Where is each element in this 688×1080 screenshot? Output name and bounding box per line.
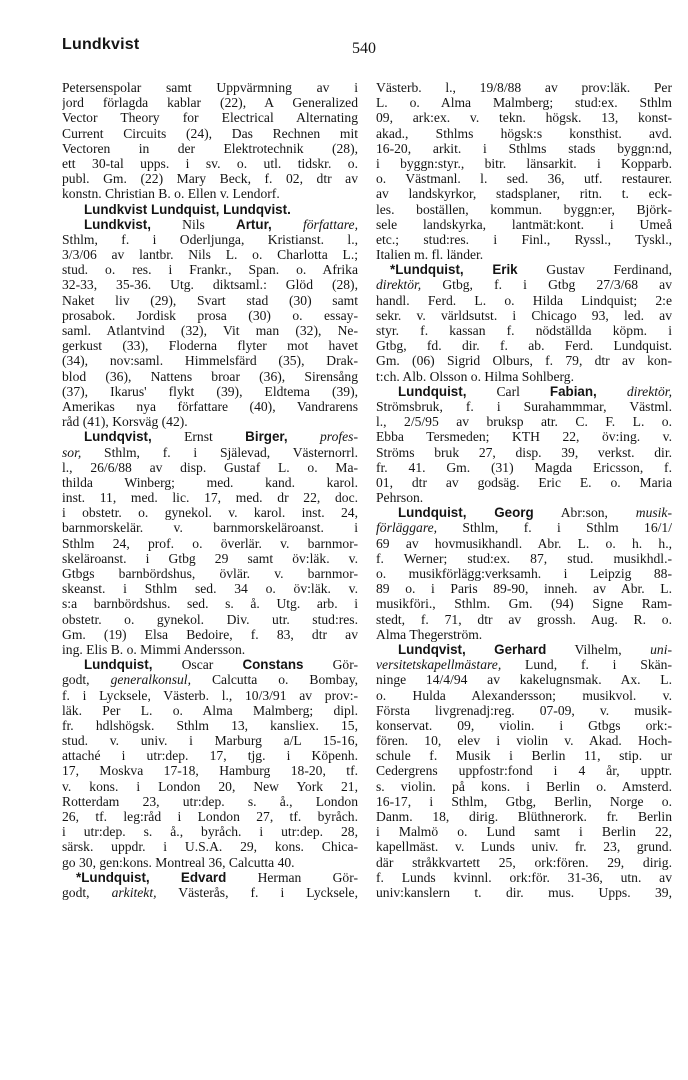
text-line	[376, 809, 672, 824]
entry-text: prosabok. Jordisk prosa (30) o. essay-	[62, 307, 358, 323]
entry-text: Petersenspolar samt Uppvärmning av i	[62, 80, 358, 95]
entry-name: *Lundquist,	[76, 869, 150, 885]
text-line	[376, 748, 672, 763]
entry-title: direktör,	[626, 383, 672, 399]
entry-text: i Malmö o. Lund samt i Berlin 22,	[376, 824, 672, 840]
text-line	[62, 247, 358, 262]
entry-text: 3/3/06 av lantbr. Nils L. o. Charlotta L.;	[62, 247, 358, 263]
entry-text: Gtbg, fd. dir. f. ab. Ferd. Lundquist.	[376, 338, 672, 354]
text-line	[62, 763, 358, 778]
entry-text: Italien m. fl. länder.	[376, 247, 484, 263]
entry-text	[272, 217, 303, 232]
entry-text: 01, dtr av godsäg. Eric E. o. Maria	[376, 474, 672, 490]
entry-text: Ströms bruk 27, disp. 39, verkst. dir.	[376, 444, 672, 460]
text-line	[62, 110, 358, 125]
text-line	[376, 505, 672, 520]
entry-text: musikföri., Sthlm. Gm. (94) Signe Ram-	[376, 596, 672, 612]
entry-text: attaché i utr:dep. 17, tjg. i Köpenh.	[62, 748, 358, 764]
text-line	[376, 353, 672, 368]
text-line	[376, 338, 672, 353]
text-line	[376, 536, 672, 551]
text-line	[62, 369, 358, 384]
text-line	[62, 95, 358, 110]
text-line	[62, 323, 358, 338]
text-line	[62, 217, 358, 232]
text-line	[376, 779, 672, 794]
entry-text: Gtbgs barnbördshus, övlär. v. barnmor-	[62, 566, 358, 581]
entry-text: saml. Atlantvind (32), Vit man (32), Ne-	[62, 323, 358, 338]
entry-name: Birger,	[245, 429, 288, 445]
text-line	[376, 794, 672, 809]
entry-text: 89 o. i Paris 89-90, inneh. av Abr. L.	[376, 581, 672, 597]
text-line	[376, 490, 672, 505]
right-column	[376, 80, 672, 900]
text-line	[376, 657, 672, 672]
text-line	[376, 445, 672, 460]
text-line	[62, 809, 358, 824]
entry-name: Artur,	[236, 216, 272, 232]
entry-text: Gm. (19) Elsa Bedoire, f. 83, dtr av	[62, 626, 358, 642]
text-line	[376, 293, 672, 308]
text-line	[62, 581, 358, 596]
entry-text: Sthlm 24, prof. o. överlär. v. barnmor-	[62, 535, 358, 551]
text-line	[376, 672, 672, 687]
text-line	[376, 369, 672, 384]
entry-text: Calcutta o. Bombay,	[190, 672, 358, 688]
entry-text	[288, 429, 320, 444]
text-line	[376, 247, 672, 262]
entry-text: Nils	[150, 216, 237, 232]
text-line	[376, 399, 672, 414]
text-line	[376, 80, 672, 95]
text-line	[62, 156, 358, 171]
text-line	[62, 414, 358, 429]
entry-name: Lundkvist Lundquist, Lundqvist.	[84, 201, 291, 217]
entry-text: f. i Lycksele, Västerb. l., 10/3/91 av prov:-	[62, 687, 358, 703]
entry-name: Lundquist,	[398, 505, 467, 521]
entry-title: uni-	[650, 641, 672, 657]
text-line	[62, 718, 358, 733]
text-line	[376, 718, 672, 733]
text-line	[376, 414, 672, 429]
text-line	[62, 384, 358, 399]
text-line	[376, 308, 672, 323]
text-line	[376, 262, 672, 277]
text-line	[376, 520, 672, 535]
entry-text: f. Lunds kvinnl. ork:för. 31-36, utn. av	[376, 869, 672, 885]
entry-text: (34), nov:saml. Himmelsfärd (35), Drak-	[62, 353, 358, 369]
entry-text: Ernst	[151, 429, 246, 445]
entry-text: Gör-	[303, 657, 358, 673]
entry-text	[466, 642, 494, 657]
entry-text: Amerikas nya författare (40), Vandrarens	[62, 398, 358, 414]
text-line	[62, 551, 358, 566]
entry-text: Gm. (06) Sigrid Olburs, f. 79, dtr av kon-	[376, 353, 672, 369]
text-line	[62, 536, 358, 551]
entry-text: konservat. 09, violin. i Gtbgs ork:-	[376, 717, 672, 733]
text-line	[376, 202, 672, 217]
entry-text: go 30, gen:kons. Montreal 36, Calcutta 40.	[62, 854, 295, 870]
entry-name: Erik	[492, 262, 518, 278]
text-line	[376, 475, 672, 490]
text-line	[376, 186, 672, 201]
entry-text: blod (36), Nattens broar (36), Sirensång	[62, 368, 358, 384]
text-line	[376, 703, 672, 718]
entry-text: av landskyrkor, stadsplaner, ritn. t. eck-	[376, 186, 672, 202]
text-line	[62, 824, 358, 839]
text-line	[62, 505, 358, 520]
text-line	[62, 855, 358, 870]
entry-title: generalkonsul,	[110, 672, 191, 688]
entry-text: sekr. v. världsutst. i Chicago 93, led. av	[376, 307, 672, 323]
text-line	[62, 672, 358, 687]
entry-text: Sthlm, f. i Själevad, Västernorrl.	[81, 444, 358, 460]
entry-name: Lundquist,	[84, 657, 153, 673]
entry-text: o. musikförlägg:verksamh. i Leipzig 88-	[376, 566, 672, 581]
entry-text: 16-17, i Sthlm, Gtbg, Berlin, Norge o.	[376, 793, 672, 809]
entry-text: v. kons. i London 20, New York 21,	[62, 778, 358, 794]
text-line	[62, 141, 358, 156]
entry-text: sele landskyrka, lantmät:kont. i Umeå	[376, 216, 672, 232]
text-line	[62, 80, 358, 95]
text-line	[376, 217, 672, 232]
entry-title: författare,	[302, 216, 358, 232]
entry-text: styr. f. kassan f. nödställda köpm. i	[376, 323, 672, 338]
entry-title: versitetskapellmästare,	[376, 657, 502, 673]
entry-name: Lundquist,	[398, 383, 467, 399]
entry-name: Fabian,	[549, 383, 597, 399]
entry-text: Herman Gör-	[226, 869, 358, 885]
entry-text	[150, 870, 181, 885]
entry-text: akad., Sthlms högsk:s konsthist. avd.	[376, 125, 672, 141]
text-line	[62, 748, 358, 763]
entry-name: Gerhard	[494, 641, 547, 657]
text-line	[62, 186, 358, 201]
text-line	[376, 612, 672, 627]
text-line	[62, 520, 358, 535]
text-line	[376, 596, 672, 611]
entry-title: sor,	[62, 444, 82, 460]
entry-text: Första livgrenadj:reg. 07-09, v. musik-	[376, 702, 672, 718]
text-line	[62, 475, 358, 490]
entry-text: l., 2/5/95 av bruksp atr. C. F. L. o.	[376, 414, 672, 430]
text-line	[376, 110, 672, 125]
text-line	[376, 688, 672, 703]
entry-text: läk. Per L. o. Alma Malmberg; dipl.	[62, 702, 358, 718]
text-line	[376, 870, 672, 885]
entry-text: Pehrson.	[376, 490, 424, 506]
entry-text	[466, 505, 494, 520]
entry-text: o. Västmanl. l. sed. 36, utf. restaurer.	[376, 171, 672, 187]
entry-text: L. o. Alma Malmberg; stud:ex. Sthlm	[376, 95, 672, 111]
entry-text: publ. Gm. (22) Mary Beck, f. 02, dtr av	[62, 171, 358, 187]
text-line	[62, 202, 358, 217]
entry-text: godt,	[62, 884, 112, 900]
text-line	[62, 870, 358, 885]
entry-text: Vector Theory for Electrical Alternating	[62, 110, 358, 126]
entry-title: förläggare,	[376, 520, 438, 536]
entry-text: 69 av hovmusikhandl. Abr. L. o. h. h.,	[376, 535, 672, 551]
entry-text: där stråkkvartett 25, ork:fören. 29, dirig.	[376, 854, 672, 870]
text-line	[62, 308, 358, 323]
text-line	[62, 399, 358, 414]
running-head: Lundkvist	[62, 36, 140, 53]
text-line	[62, 293, 358, 308]
entry-text: ninge 14/4/94 av kakelugnsmak. Ax. L.	[376, 672, 672, 688]
text-line	[376, 642, 672, 657]
text-line	[62, 839, 358, 854]
text-line	[62, 612, 358, 627]
text-line	[62, 353, 358, 368]
entry-name: Georg	[494, 505, 534, 521]
entry-name: *Lundquist,	[390, 262, 464, 278]
entry-text: jord förlagda kablar (22), A Generalized	[62, 95, 358, 111]
entry-text: Danm. 18, dirig. Blüthnerork. fr. Berlin	[376, 809, 672, 824]
entry-text: fr. hdlshögsk. Sthlm 13, kansliex. 15,	[62, 717, 358, 733]
text-line	[376, 627, 672, 642]
text-line	[376, 277, 672, 292]
entry-text	[464, 262, 493, 277]
entry-text: skeanst. i Sthlm sed. 34 o. öv:läk. v.	[62, 581, 358, 597]
entry-text: skeläroanst. i Gtbg 29 samt öv:läk. v.	[62, 550, 358, 566]
entry-text: 16-20, arkit. i Sthlms stads byggn:nd,	[376, 140, 672, 156]
entry-text: Vectoren in der Elektrotechnik (28),	[62, 140, 358, 156]
text-line	[376, 126, 672, 141]
text-line	[62, 794, 358, 809]
text-line	[376, 141, 672, 156]
entry-text: Lund, f. i Skän-	[501, 657, 672, 673]
text-line	[62, 779, 358, 794]
entry-name: Lundkvist,	[84, 216, 151, 232]
entry-text: barnmorskelär. v. barnmorskeläroanst. i	[62, 520, 358, 536]
entry-text: etc.; stud:res. i Finl., Ryssl., Tyskl.,	[376, 231, 672, 247]
text-line	[62, 277, 358, 292]
text-line	[62, 885, 358, 900]
entry-text: s:a barnbördshus. sed. s. å. Utg. arb. i	[62, 596, 358, 612]
entry-text: t:ch. Alb. Olsson o. Hilma Sohlberg.	[376, 368, 574, 384]
text-line	[376, 839, 672, 854]
text-line	[376, 824, 672, 839]
text-line	[376, 763, 672, 778]
entry-text: stud. v. univ. i Marburg a/L 15-16,	[62, 733, 358, 749]
text-line	[376, 156, 672, 171]
entry-text: Strömsbruk, f. i Surahammmar, Västml.	[376, 398, 672, 414]
entry-text: les. boställen, kommun. byggn:er, Björk-	[376, 201, 672, 217]
entry-name: Constans	[242, 657, 304, 673]
text-line	[62, 642, 358, 657]
entry-title: profes-	[319, 429, 358, 445]
entry-text: ett 30-tal upps. i sv. o. utl. tidskr. o.	[62, 155, 358, 171]
entry-text: särsk. uppdr. i U.S.A. 29, kons. Chica-	[62, 839, 358, 855]
entry-text	[597, 384, 627, 399]
entry-text: univ:kanslern t. dir. mus. Upps. 39,	[376, 884, 672, 900]
entry-text: konstn. Christian B. o. Ellen v. Lendorf.	[62, 186, 280, 202]
entry-text: Ebba Tersmeden; KTH 22, öv:ing. v.	[376, 429, 672, 445]
entry-text: 17, Moskva 17-18, Hamburg 18-20, tf.	[62, 763, 358, 779]
entry-text: kapellmäst. v. Lunds univ. fr. 23, grund.	[376, 839, 672, 855]
entry-text: i obstetr. o. gynekol. v. karol. inst. 24,	[62, 505, 358, 521]
text-line	[62, 566, 358, 581]
text-line	[62, 126, 358, 141]
entry-text: 32-33, 35-36. Utg. diktsaml.: Glöd (28),	[62, 277, 358, 293]
text-line	[376, 232, 672, 247]
entry-text: i utr:dep. s. å., byråch. i utr:dep. 28,	[62, 824, 358, 840]
text-line	[376, 323, 672, 338]
entry-text: l., 26/6/88 av disp. Gustaf L. o. Ma-	[62, 459, 358, 475]
entry-title: musik-	[635, 505, 672, 521]
entry-text: stud. o. res. i Frankr., Span. o. Afrika	[62, 262, 358, 278]
text-line	[376, 885, 672, 900]
entry-text: Gtbg, f. i Gtbg 27/3/68 av	[421, 277, 672, 293]
entry-text: stedt, f. 71, dtr av grossh. Aug. R. o.	[376, 611, 672, 627]
text-line	[376, 733, 672, 748]
entry-text: schule f. Musik i Berlin 11, stip. ur	[376, 748, 672, 764]
entry-text: inst. 11, med. lic. 17, med. dr 22, doc.	[62, 490, 358, 506]
entry-text: gerkust (33), Floderna flyter mot havet	[62, 338, 358, 354]
text-line	[62, 733, 358, 748]
entry-text: Carl	[466, 383, 550, 399]
text-line	[62, 445, 358, 460]
page-number: 540	[352, 40, 376, 57]
entry-text: Gustav Ferdinand,	[517, 262, 672, 278]
entry-text: obstetr. o. gynekol. Div. utr. stud:res.	[62, 611, 358, 627]
entry-title: direktör,	[376, 277, 422, 293]
entry-text: fören. 10, elev i violin v. Akad. Hoch-	[376, 733, 672, 749]
text-line	[376, 171, 672, 186]
entry-text: Abr:son,	[533, 505, 636, 521]
entry-text: i byggn:styr., bitr. länsarkit. i Kopparb.	[376, 155, 672, 171]
entry-text: thilda Winberg; med. kand. karol.	[62, 474, 358, 490]
entry-text: 26, tf. leg:råd i London 27, tf. byråch.	[62, 809, 358, 824]
entry-text: Vilhelm,	[546, 641, 651, 657]
entry-title: arkitekt,	[111, 884, 157, 900]
entry-text: ing. Elis B. o. Mimmi Andersson.	[62, 641, 246, 657]
text-line	[376, 384, 672, 399]
entry-text: Västerås, f. i Lycksele,	[156, 884, 358, 900]
text-line	[376, 551, 672, 566]
entry-text: f. Werner; stud:ex. 87, stud. musikhdl.-	[376, 550, 672, 566]
entry-name: Lundqvist,	[84, 429, 152, 445]
entry-text: Rotterdam 23, utr:dep. s. å., London	[62, 793, 358, 809]
text-line	[62, 657, 358, 672]
entry-text: godt,	[62, 672, 111, 688]
text-line	[62, 338, 358, 353]
entry-text: råd (41), Korsväg (42).	[62, 414, 188, 430]
text-line	[376, 566, 672, 581]
text-line	[62, 171, 358, 186]
entry-text: Current Circuits (24), Das Rechnen mit	[62, 125, 358, 141]
text-line	[62, 688, 358, 703]
entry-text: Cedergrens uppfostr:fond i 4 år, upptr.	[376, 763, 672, 779]
text-line	[62, 627, 358, 642]
entry-text: Oscar	[152, 657, 243, 673]
entry-text: s. violin. på kons. i Berlin o. Amsterd.	[376, 778, 672, 794]
text-line	[62, 232, 358, 247]
text-line	[62, 596, 358, 611]
text-line	[376, 581, 672, 596]
entry-text: Alma Thegerström.	[376, 626, 483, 642]
text-line	[62, 703, 358, 718]
entry-text: Naket liv (29), Svart stad (30) samt	[62, 292, 358, 308]
entry-text: (37), Ikarus' flykt (39), Eldtema (39),	[62, 383, 358, 399]
text-line	[376, 855, 672, 870]
text-line	[376, 460, 672, 475]
entry-text: Sthlm, f. i Sthlm 16/1/	[437, 520, 672, 536]
text-line	[62, 490, 358, 505]
entry-text: o. Hulda Alexandersson; musikvol. v.	[376, 687, 672, 703]
text-line	[62, 262, 358, 277]
text-line	[376, 429, 672, 444]
entry-text: Västerb. l., 19/8/88 av prov:läk. Per	[376, 80, 672, 95]
entry-name: Edvard	[180, 869, 227, 885]
text-line	[62, 429, 358, 444]
left-column	[62, 80, 358, 900]
entry-text: Sthlm, f. i Oderljunga, Kristianst. l.,	[62, 231, 358, 247]
text-line	[62, 460, 358, 475]
entry-name: Lundqvist,	[398, 641, 466, 657]
entry-text: handl. Ferd. L. o. Hilda Lindquist; 2:e	[376, 292, 672, 308]
text-line	[376, 95, 672, 110]
entry-text: fr. 41. Gm. (31) Magda Ericsson, f.	[376, 459, 672, 475]
entry-text: 09, ark:ex. v. tekn. högsk. 13, konst-	[376, 110, 672, 126]
